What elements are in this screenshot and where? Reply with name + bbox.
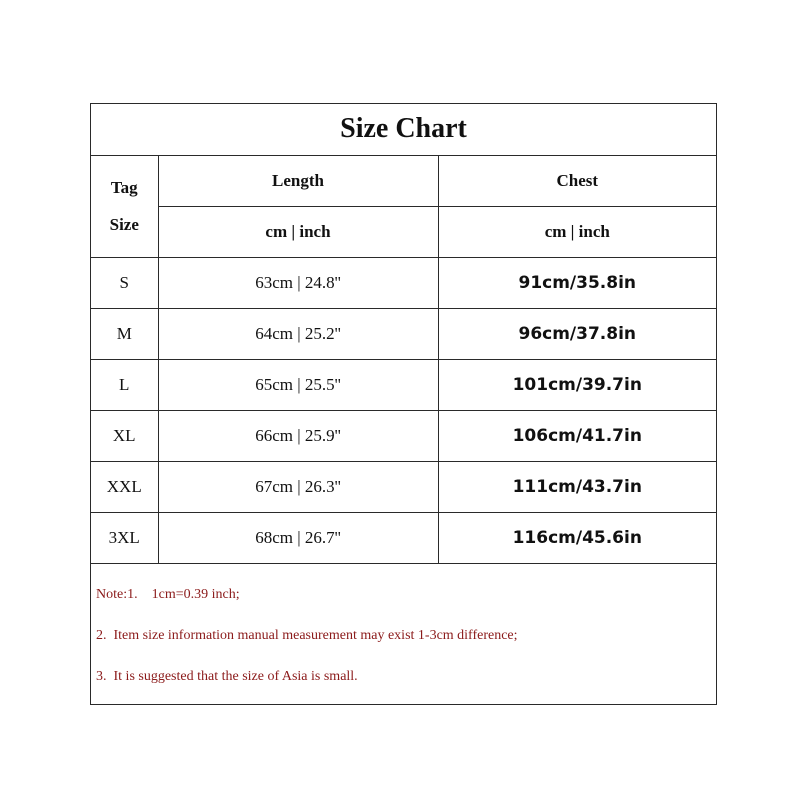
- tag-size-header-line2: Size: [109, 215, 139, 234]
- chest-cell: 116cm/45.6in: [438, 512, 716, 563]
- note-line: 2. Item size information manual measurement may exist 1-3cm difference;: [96, 628, 518, 643]
- length-cell: 66cm | 25.9'': [158, 410, 438, 461]
- chest-cell: 111cm/43.7in: [438, 461, 716, 512]
- length-cell: 63cm | 24.8'': [158, 257, 438, 308]
- chest-cell: 91cm/35.8in: [438, 257, 716, 308]
- length-cell: 64cm | 25.2'': [158, 308, 438, 359]
- length-cell: 67cm | 26.3'': [158, 461, 438, 512]
- note-line: Note:1. 1cm=0.39 inch;: [96, 587, 240, 602]
- size-cell: 3XL: [91, 512, 158, 563]
- size-cell: S: [91, 257, 158, 308]
- size-cell: XXL: [91, 461, 158, 512]
- table-row: [91, 359, 716, 410]
- size-cell: XL: [91, 410, 158, 461]
- header-row: [91, 155, 716, 206]
- length-cell: 68cm | 26.7'': [158, 512, 438, 563]
- chest-cell: 101cm/39.7in: [438, 359, 716, 410]
- size-table: [91, 104, 716, 564]
- size-cell: L: [91, 359, 158, 410]
- length-unit-header: cm | inch: [158, 206, 438, 257]
- table-row: [91, 257, 716, 308]
- table-row: [91, 308, 716, 359]
- table-row: [91, 512, 716, 563]
- chart-title: Size Chart: [91, 104, 716, 155]
- size-chart: [90, 103, 717, 705]
- length-cell: 65cm | 25.5'': [158, 359, 438, 410]
- table-row: [91, 461, 716, 512]
- tag-size-header-line1: Tag: [110, 178, 138, 197]
- size-cell: M: [91, 308, 158, 359]
- table-row: [91, 410, 716, 461]
- unit-row: [91, 206, 716, 257]
- tag-size-header: [91, 155, 158, 257]
- chest-cell: 96cm/37.8in: [438, 308, 716, 359]
- note-line: 3. It is suggested that the size of Asia is small.: [96, 669, 358, 684]
- title-row: [91, 104, 716, 155]
- chest-header: Chest: [438, 155, 716, 206]
- length-header: Length: [158, 155, 438, 206]
- chest-cell: 106cm/41.7in: [438, 410, 716, 461]
- chest-unit-header: cm | inch: [438, 206, 716, 257]
